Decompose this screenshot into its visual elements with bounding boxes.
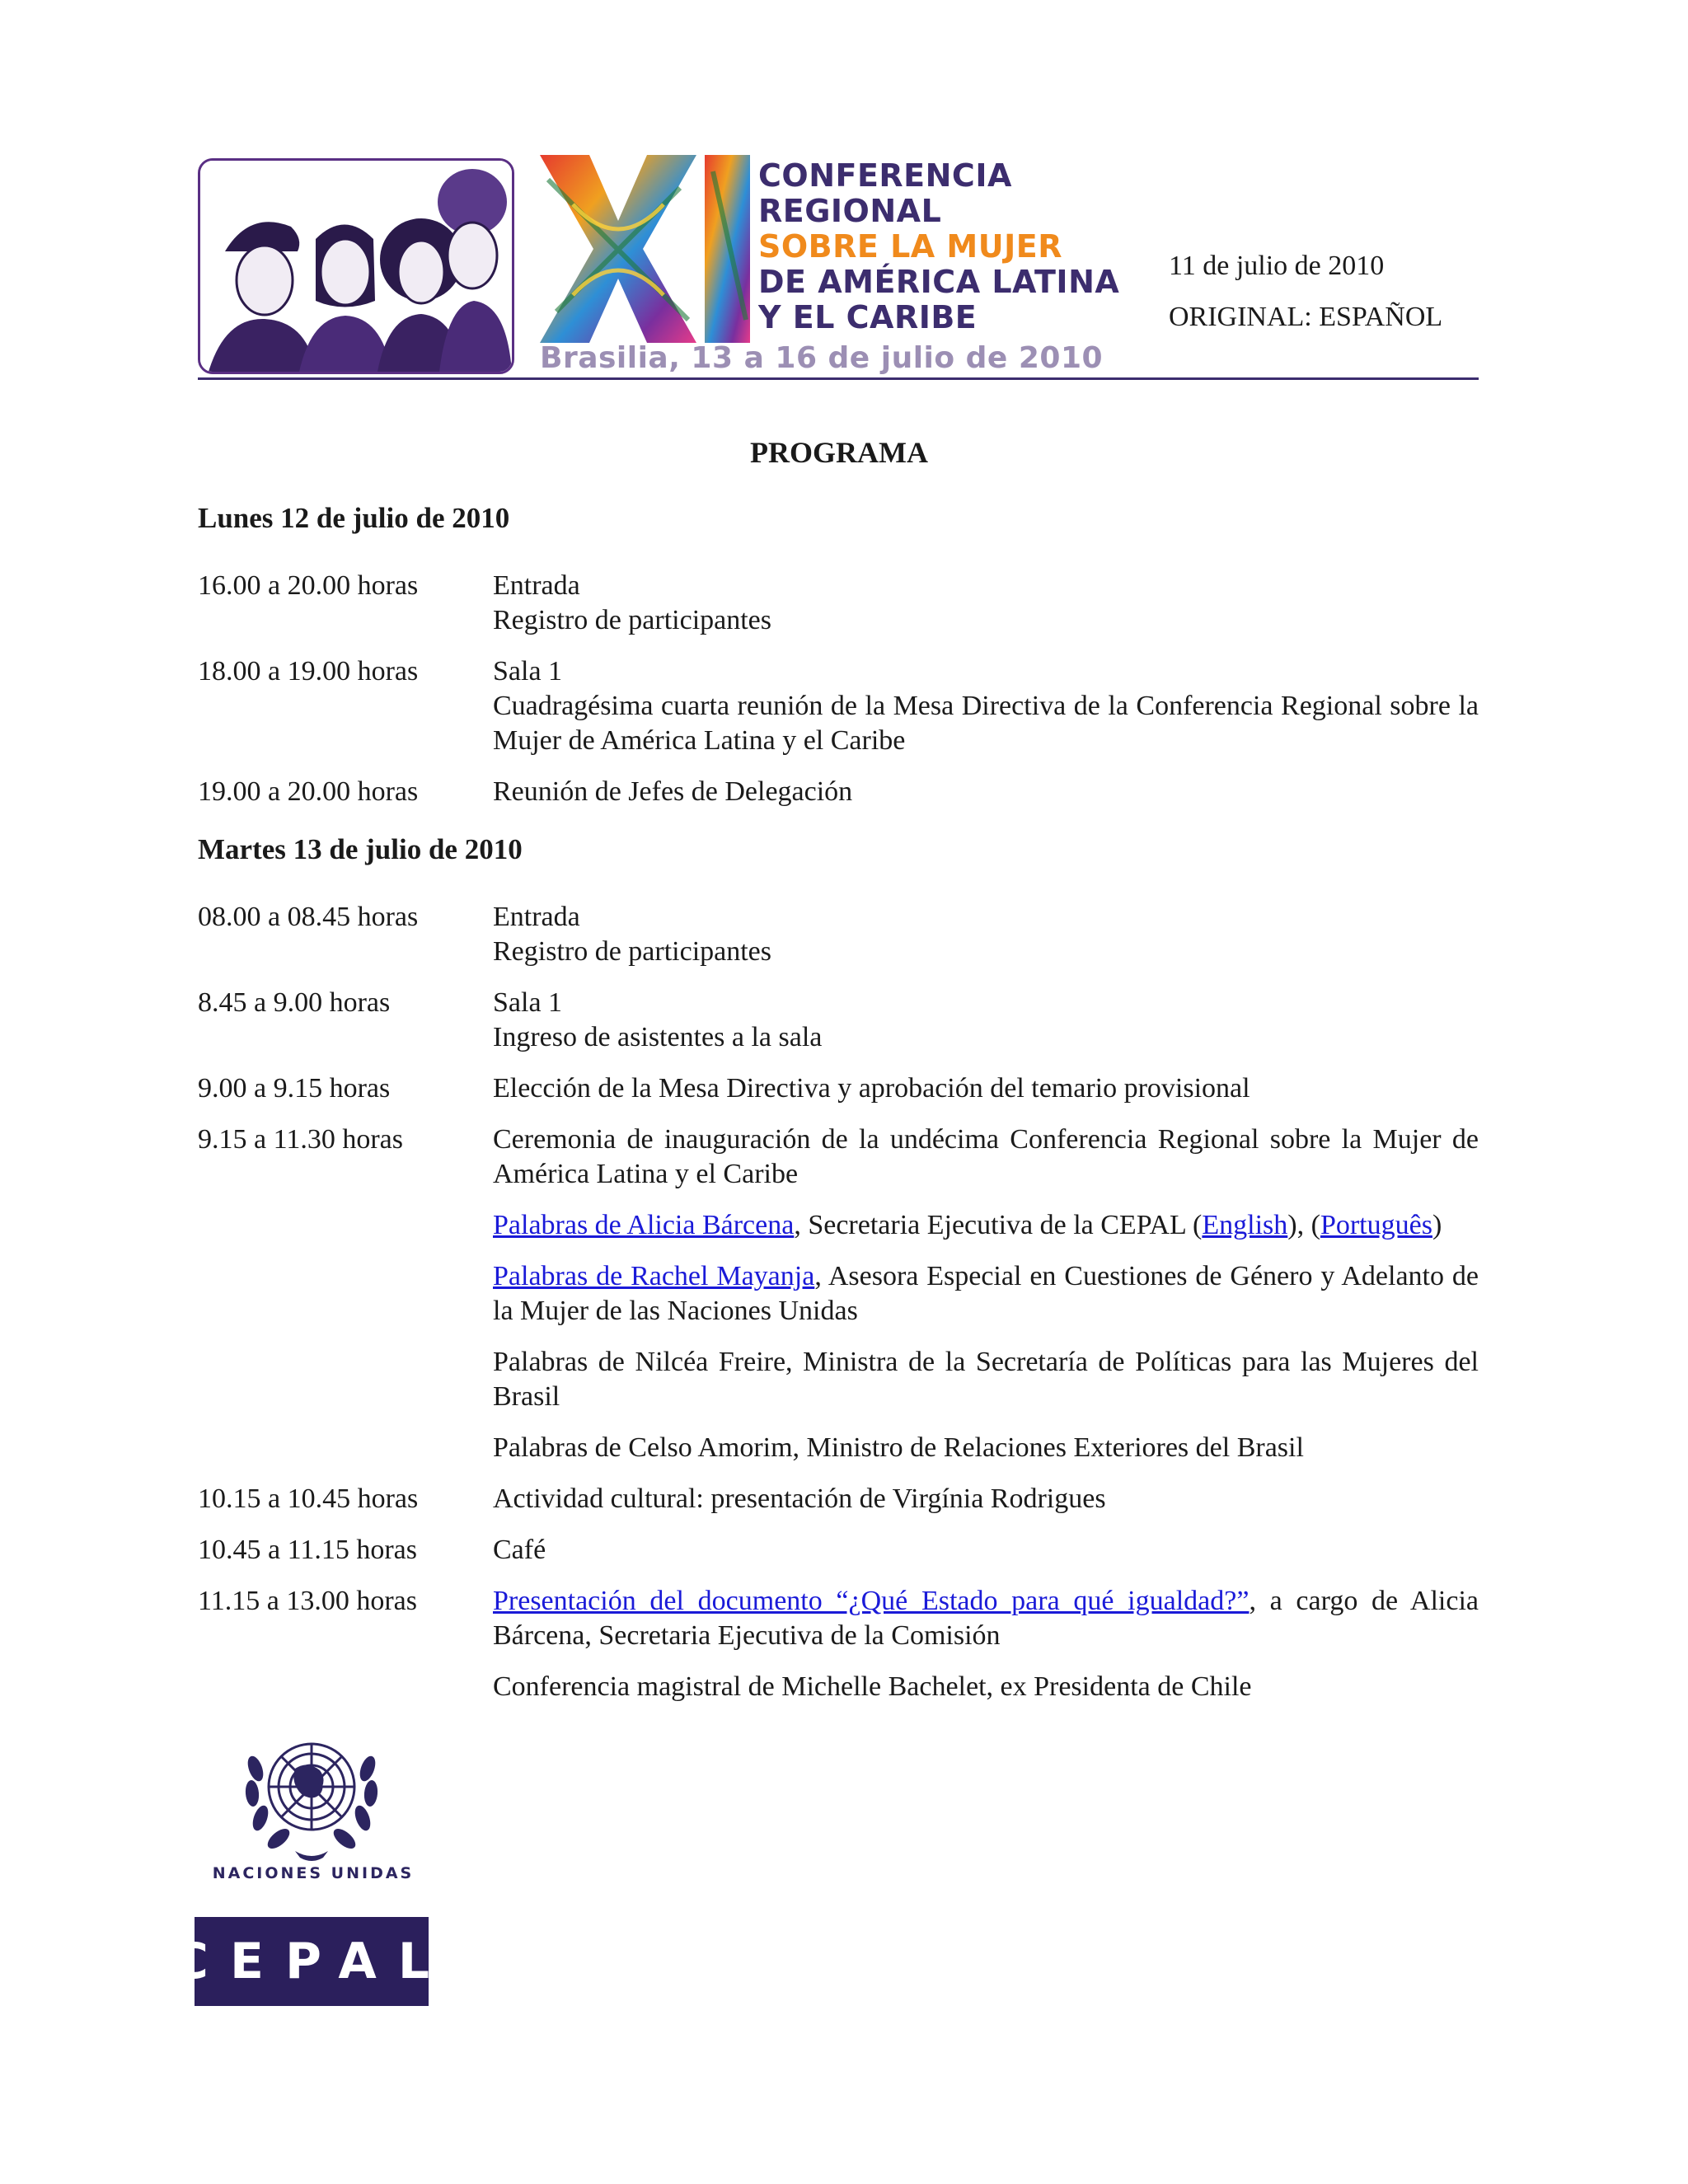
session-description [493,1584,1479,1704]
conference-title-line: CONFERENCIA [758,157,1012,194]
session-row [198,900,1479,969]
session-row-inauguration [198,1122,1479,1465]
inauguration-title: Ceremonia de inauguración de la undécima Conferencia Regional sobre la Mujer de América Latina y el Caribe [493,1124,1479,1189]
mayanja-role: , Asesora Especial en Cuestiones de Género y Adelanto de la Mujer de las Naciones Unidas [493,1261,1479,1326]
barcena-remarks [493,1208,1479,1243]
amorim-remarks: Palabras de Celso Amorim, Ministro de Relaciones Exteriores del Brasil [493,1432,1304,1463]
bachelet-lecture: Conferencia magistral de Michelle Bachelet, ex Presidenta de Chile [493,1671,1252,1702]
cepal-logo: CEPAL [195,1917,429,2006]
session-time: 9.00 a 9.15 horas [198,1073,391,1104]
english-version-link[interactable]: English [1202,1210,1288,1240]
document-metadata [1169,241,1442,343]
barcena-speech-link[interactable]: Palabras de Alicia Bárcena [493,1210,795,1240]
session-description [493,1122,1479,1465]
session-line: Sala 1 [493,987,563,1018]
un-globe-laurel-icon [237,1719,386,1864]
presentation-document-link[interactable]: Presentación del documento “¿Qué Estado para qué igualdad?” [493,1586,1250,1616]
session-row [198,986,1479,1055]
mayanja-remarks [493,1259,1479,1329]
session-description [493,654,1479,758]
session-description [493,569,1479,638]
session-line: Entrada [493,902,580,932]
conference-title-line: DE AMÉRICA LATINA [758,264,1120,300]
session-description: Actividad cultural: presentación de Virgínia Rodrigues [493,1483,1106,1514]
session-time: 18.00 a 19.00 horas [198,656,419,687]
session-time: 10.15 a 10.45 horas [198,1483,419,1514]
united-nations-name: NACIONES UNIDAS [212,1864,415,1882]
session-row [198,654,1479,758]
session-line: Registro de participantes [493,936,772,967]
session-time: 10.45 a 11.15 horas [198,1535,417,1565]
session-description [493,986,1479,1055]
session-row [198,775,1479,809]
session-description [493,1071,1479,1106]
day-heading-tuesday: Martes 13 de julio de 2010 [198,833,523,865]
session-line: Reunión de Jefes de Delegación [493,776,853,807]
paren-separator: ), ( [1287,1210,1320,1240]
session-time: 19.00 a 20.00 horas [198,776,419,807]
page-title: PROGRAMA [750,436,928,469]
session-line: Ingreso de asistentes a la sala [493,1022,823,1052]
session-line: Registro de participantes [493,605,772,635]
session-row [198,1533,1479,1568]
session-line: Sala 1 [493,656,563,687]
conference-title-line: REGIONAL [758,193,942,229]
conference-banner-illustration [198,158,514,374]
session-time: 08.00 a 08.45 horas [198,902,419,932]
program-content [198,501,1479,1721]
session-row [198,1482,1479,1516]
mayanja-speech-link[interactable]: Palabras de Rachel Mayanja [493,1261,815,1291]
conference-title [758,157,1120,335]
barcena-role: , Secretaria Ejecutiva de la CEPAL ( [794,1210,1203,1240]
conference-title-line: SOBRE LA MUJER [758,228,1062,265]
roman-numeral-xi-logo [540,155,750,343]
day-heading-monday: Lunes 12 de julio de 2010 [198,502,510,534]
session-description: Café [493,1535,546,1565]
session-row [198,1071,1479,1106]
session-time: 16.00 a 20.00 horas [198,570,419,601]
session-description [493,775,1479,809]
freire-remarks: Palabras de Nilcéa Freire, Ministra de la Secretaría de Políticas para las Mujeres del Brasil [493,1347,1479,1412]
session-line: Entrada [493,570,580,601]
session-time: 11.15 a 13.00 horas [198,1586,417,1616]
session-row-presentation [198,1584,1479,1704]
session-time: 8.45 a 9.00 horas [198,987,391,1018]
conference-title-line: Y EL CARIBE [758,299,978,335]
session-line: Elección de la Mesa Directiva y aprobación del temario provisional [493,1073,1250,1104]
women-portraits-illustration [200,161,512,372]
original-language: ORIGINAL: ESPAÑOL [1169,302,1443,332]
session-description [493,900,1479,969]
session-row [198,569,1479,638]
conference-dates: Brasilia, 13 a 16 de julio de 2010 [540,341,1104,375]
un-emblem-icon [237,1719,386,1864]
xi-mosaic-graphic [540,155,750,343]
document-date: 11 de julio de 2010 [1169,251,1385,281]
presentation-item [493,1584,1479,1653]
portuguese-version-link[interactable]: Português [1320,1210,1432,1240]
session-line: Cuadragésima cuarta reunión de la Mesa Directiva de la Conferencia Regional sobre la Mujer de América Latina y el Caribe [493,691,1479,756]
session-time: 9.15 a 11.30 horas [198,1124,403,1155]
paren-close: ) [1432,1210,1442,1240]
presentation-presenter: , a cargo de Alicia Bárcena, Secretaria Ejecutiva de la Comisión [493,1586,1479,1651]
header-divider [198,377,1479,380]
